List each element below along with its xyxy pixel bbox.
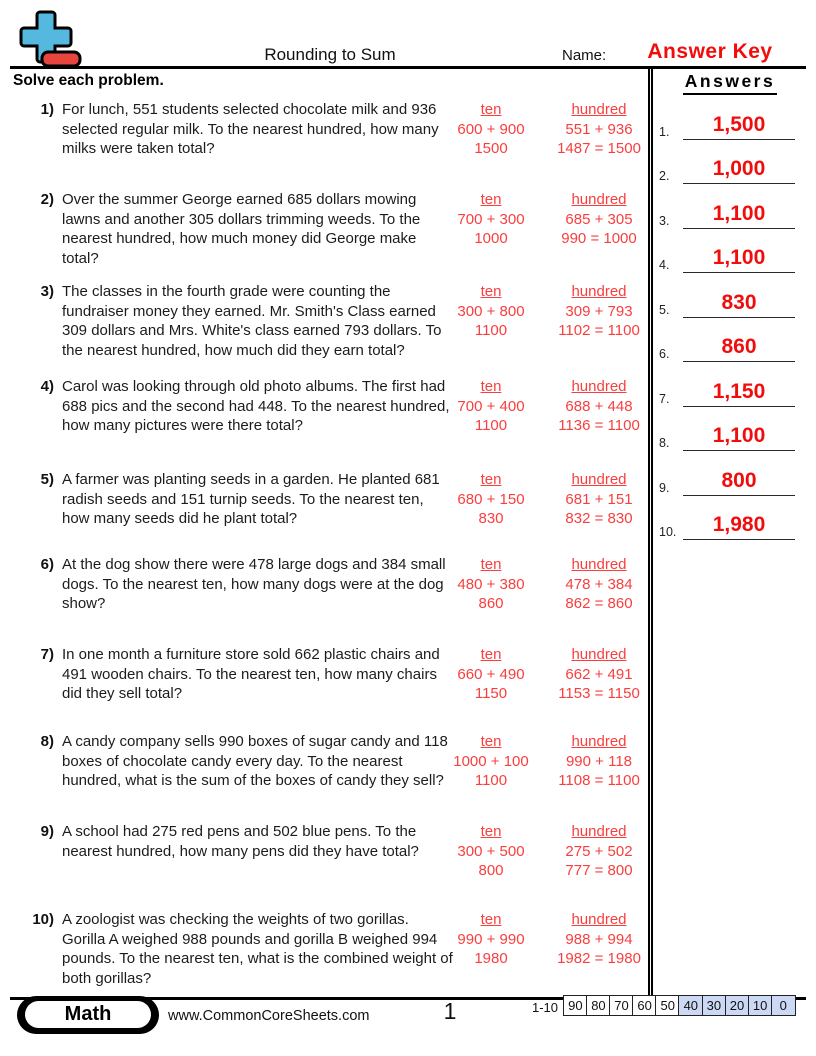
work-hundred-sum: 662 + 491 xyxy=(565,665,633,683)
score-table xyxy=(563,995,796,1016)
work-ten-sum: 480 + 380 xyxy=(457,575,525,593)
answer-blank-line xyxy=(683,361,795,362)
work-hundred-sum: 478 + 384 xyxy=(565,575,633,593)
answer-value: 830 xyxy=(721,291,757,314)
work-ten-header: ten xyxy=(480,471,502,488)
problem-number: 3) xyxy=(40,283,54,300)
score-cell: 60 xyxy=(632,995,657,1016)
answer-blank-line xyxy=(683,183,795,184)
work-ten-header: ten xyxy=(480,191,502,208)
work-hundred-result: 1153 = 1150 xyxy=(558,685,640,702)
work-ten-result: 1000 xyxy=(474,230,508,247)
problem-number: 9) xyxy=(40,823,54,840)
answer-value: 1,000 xyxy=(712,157,766,180)
answer-blank-line xyxy=(683,139,795,140)
answer-row xyxy=(655,200,805,229)
problem-number: 2) xyxy=(40,191,54,208)
work-hundred-column xyxy=(542,100,656,159)
problem-text: For lunch, 551 students selected chocolate milk and 936 selected regular milk. To the nearest hundred, how many milks were taken total? xyxy=(62,101,439,157)
work-ten-header: ten xyxy=(480,823,502,840)
problem-number: 10) xyxy=(32,911,54,928)
problem-text: A candy company sells 990 boxes of sugar candy and 118 boxes of chocolate candy every day. To the nearest hundred, what is the sum of the boxes of candy they sell? xyxy=(62,733,448,789)
work-ten-result: 860 xyxy=(478,595,504,612)
work-ten-header: ten xyxy=(480,911,502,928)
problem-number: 1) xyxy=(40,101,54,118)
work-ten-result: 1100 xyxy=(474,772,508,789)
problem-text: At the dog show there were 478 large dogs and 384 small dogs. To the nearest ten, how many dogs were at the dog show? xyxy=(62,556,446,612)
work-ten-sum: 300 + 800 xyxy=(457,302,525,320)
work-hundred-header: hundred xyxy=(571,911,627,928)
score-cell: 40 xyxy=(678,995,703,1016)
name-value-answer-key: Answer Key xyxy=(647,40,773,63)
problem-number: 6) xyxy=(40,556,54,573)
work-ten-sum: 300 + 500 xyxy=(457,842,525,860)
work-hundred-header: hundred xyxy=(571,191,627,208)
work-hundred-column xyxy=(542,555,656,614)
answer-blank-line xyxy=(683,539,795,540)
subject-badge-label: Math xyxy=(25,1001,151,1028)
work-hundred-column xyxy=(542,822,656,881)
header-divider xyxy=(10,66,806,69)
work-hundred-sum: 688 + 448 xyxy=(565,397,633,415)
problem-text: A farmer was planting seeds in a garden. He planted 681 radish seeds and 151 turnip seeds. To the nearest ten, how many seeds did he plant total? xyxy=(62,471,440,527)
answer-value: 800 xyxy=(721,469,757,492)
answer-blank-line xyxy=(683,317,795,318)
page-title: Rounding to Sum xyxy=(264,45,396,64)
work-ten-sum: 600 + 900 xyxy=(457,120,525,138)
answer-value: 1,100 xyxy=(712,246,766,269)
work-ten-header: ten xyxy=(480,556,502,573)
work-hundred-sum: 988 + 994 xyxy=(565,930,633,948)
score-cell: 70 xyxy=(609,995,634,1016)
answer-value: 1,500 xyxy=(712,113,766,136)
work-ten-column xyxy=(440,822,542,881)
score-cell: 20 xyxy=(725,995,750,1016)
work-hundred-column xyxy=(542,190,656,249)
website-url: www.CommonCoreSheets.com xyxy=(168,1008,370,1024)
answer-row xyxy=(655,467,805,496)
answer-number: 3. xyxy=(659,214,670,228)
work-hundred-result: 1982 = 1980 xyxy=(557,950,641,967)
work-hundred-header: hundred xyxy=(571,823,627,840)
answer-blank-line xyxy=(683,228,795,229)
work-ten-column xyxy=(440,645,542,704)
problem-text: A zoologist was checking the weights of two gorillas. Gorilla A weighed 988 pounds and gorilla B weighed 994 pounds. To the nearest ten, what is the combined weight of both gorillas? xyxy=(62,911,453,987)
problem-number: 7) xyxy=(40,646,54,663)
work-hundred-column xyxy=(542,732,656,791)
score-cell: 90 xyxy=(563,995,588,1016)
work-hundred-header: hundred xyxy=(571,733,627,750)
answer-row xyxy=(655,511,805,540)
answer-value: 1,100 xyxy=(712,424,766,447)
answer-number: 9. xyxy=(659,481,670,495)
answer-number: 10. xyxy=(659,525,677,539)
work-ten-header: ten xyxy=(480,378,502,395)
work-hundred-result: 832 = 830 xyxy=(565,510,633,527)
work-hundred-header: hundred xyxy=(571,101,627,118)
work-hundred-result: 777 = 800 xyxy=(565,862,633,879)
answer-row xyxy=(655,244,805,273)
work-ten-column xyxy=(440,190,542,249)
work-ten-sum: 680 + 150 xyxy=(457,490,525,508)
work-ten-header: ten xyxy=(480,101,502,118)
work-hundred-header: hundred xyxy=(571,283,627,300)
answer-row xyxy=(655,333,805,362)
work-hundred-column xyxy=(542,377,656,436)
work-ten-column xyxy=(440,470,542,529)
answer-blank-line xyxy=(683,495,795,496)
work-hundred-header: hundred xyxy=(571,378,627,395)
work-ten-result: 1150 xyxy=(474,685,508,702)
score-cell: 50 xyxy=(655,995,680,1016)
work-ten-result: 1100 xyxy=(474,417,508,434)
name-label: Name: xyxy=(562,47,607,64)
work-ten-column xyxy=(440,555,542,614)
answers-heading: Answers xyxy=(660,71,800,92)
work-hundred-sum: 309 + 793 xyxy=(565,302,633,320)
score-cell: 80 xyxy=(586,995,611,1016)
work-hundred-column xyxy=(542,910,656,969)
answer-value: 1,100 xyxy=(712,202,766,225)
problem-number: 4) xyxy=(40,378,54,395)
work-ten-header: ten xyxy=(480,733,502,750)
answer-blank-line xyxy=(683,272,795,273)
work-ten-column xyxy=(440,282,542,341)
work-ten-column xyxy=(440,910,542,969)
plus-minus-icon xyxy=(16,8,82,70)
work-ten-sum: 660 + 490 xyxy=(457,665,525,683)
work-ten-sum: 990 + 990 xyxy=(457,930,525,948)
problem-number: 5) xyxy=(40,471,54,488)
work-ten-header: ten xyxy=(480,646,502,663)
problem-text: Over the summer George earned 685 dollars mowing lawns and another 305 dollars trimming weeds. To the nearest hundred, how much money did George make total? xyxy=(62,191,421,267)
work-ten-result: 1980 xyxy=(474,950,508,967)
problem-text: In one month a furniture store sold 662 plastic chairs and 491 wooden chairs. To the nearest ten, how many chairs did they sell total? xyxy=(62,646,440,702)
work-hundred-result: 1102 = 1100 xyxy=(558,322,640,339)
work-hundred-sum: 681 + 151 xyxy=(565,490,633,508)
problem-text: A school had 275 red pens and 502 blue pens. To the nearest hundred, how many pens did they have total? xyxy=(62,823,419,860)
answer-row xyxy=(655,111,805,140)
work-ten-sum: 700 + 400 xyxy=(457,397,525,415)
answer-row xyxy=(655,378,805,407)
work-hundred-header: hundred xyxy=(571,556,627,573)
work-hundred-header: hundred xyxy=(571,646,627,663)
work-ten-sum: 700 + 300 xyxy=(457,210,525,228)
work-ten-column xyxy=(440,377,542,436)
work-hundred-result: 1487 = 1500 xyxy=(557,140,641,157)
work-ten-column xyxy=(440,100,542,159)
answer-row xyxy=(655,289,805,318)
page-number: 1 xyxy=(443,998,457,1024)
work-hundred-result: 862 = 860 xyxy=(565,595,633,612)
answer-value: 1,150 xyxy=(712,380,766,403)
work-hundred-result: 1108 = 1100 xyxy=(558,772,640,789)
answer-row xyxy=(655,422,805,451)
work-hundred-sum: 275 + 502 xyxy=(565,842,633,860)
answer-row xyxy=(655,155,805,184)
work-hundred-sum: 990 + 118 xyxy=(565,752,633,770)
answer-value: 860 xyxy=(721,335,757,358)
work-hundred-header: hundred xyxy=(571,471,627,488)
work-hundred-sum: 551 + 936 xyxy=(565,120,633,138)
answer-number: 5. xyxy=(659,303,670,317)
work-hundred-column xyxy=(542,470,656,529)
answer-blank-line xyxy=(683,406,795,407)
work-hundred-result: 990 = 1000 xyxy=(561,230,637,247)
score-range-label: 1-10 xyxy=(531,1000,558,1015)
problem-text: The classes in the fourth grade were counting the fundraiser money they earned. Mr. Smith's Class earned 309 dollars and Mrs. White's class earned 793 dollars. To the nearest hundred, how much did they earn total? xyxy=(62,283,442,359)
answer-number: 7. xyxy=(659,392,670,406)
problem-text: Carol was looking through old photo albums. The first had 688 pics and the second had 448. To the nearest hundred, how many pictures were there total? xyxy=(62,378,450,434)
work-ten-result: 800 xyxy=(478,862,504,879)
answer-blank-line xyxy=(683,450,795,451)
problem-number: 8) xyxy=(40,733,54,750)
work-hundred-column xyxy=(542,282,656,341)
work-ten-column xyxy=(440,732,542,791)
work-ten-sum: 1000 + 100 xyxy=(453,752,529,770)
work-hundred-result: 1136 = 1100 xyxy=(558,417,640,434)
answer-number: 6. xyxy=(659,347,670,361)
work-hundred-column xyxy=(542,645,656,704)
score-cell: 0 xyxy=(771,995,796,1016)
work-hundred-sum: 685 + 305 xyxy=(565,210,633,228)
subject-badge xyxy=(17,996,159,1034)
answer-number: 8. xyxy=(659,436,670,450)
answer-value: 1,980 xyxy=(712,513,766,536)
work-ten-result: 1500 xyxy=(474,140,508,157)
work-ten-result: 1100 xyxy=(474,322,508,339)
score-cell: 30 xyxy=(702,995,727,1016)
instructions-text: Solve each problem. xyxy=(13,72,164,89)
answer-number: 1. xyxy=(659,125,670,139)
answer-number: 4. xyxy=(659,258,670,272)
work-ten-result: 830 xyxy=(478,510,504,527)
score-cell: 10 xyxy=(748,995,773,1016)
work-ten-header: ten xyxy=(480,283,502,300)
answer-number: 2. xyxy=(659,169,670,183)
